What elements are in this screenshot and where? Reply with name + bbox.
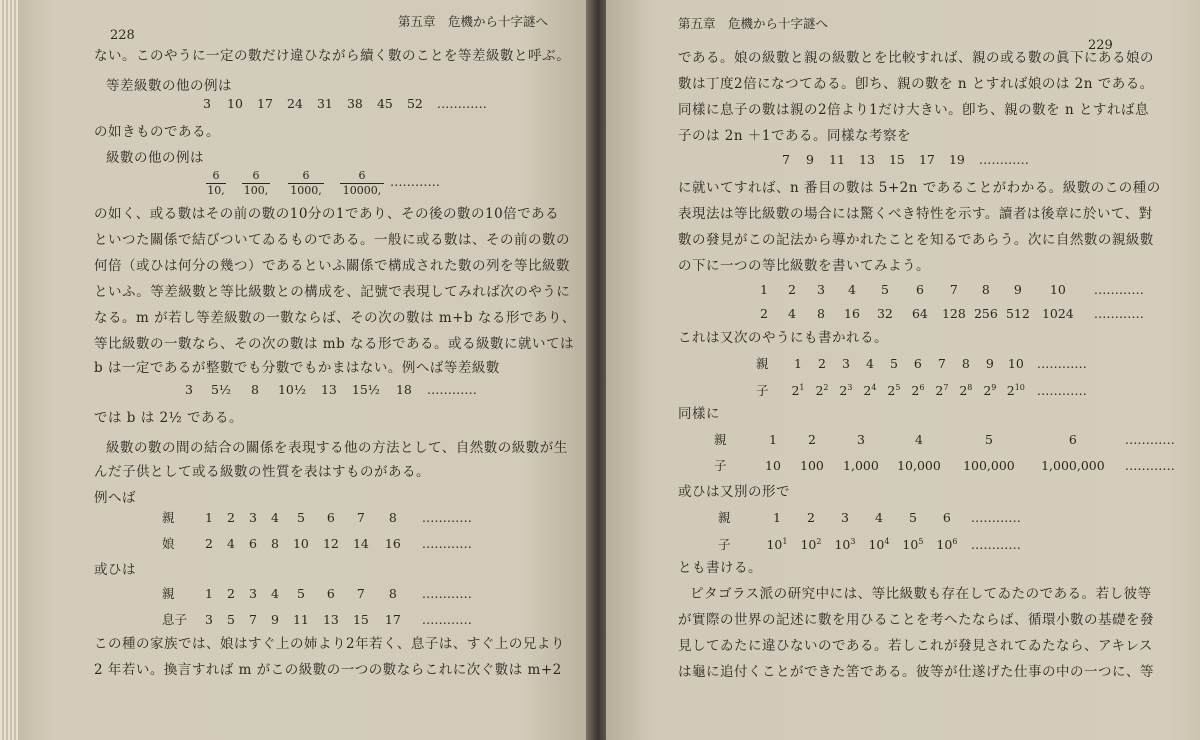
- series-number: 17: [257, 96, 273, 111]
- text-line: が實際の世界の記述に數を用ひることを考へたならば、循環小數の基礎を發: [678, 612, 1154, 628]
- text-line: b は一定であるが整數でも分數でもかまはない。例へば等差級數: [94, 360, 500, 376]
- text-line: 數は丁度2倍になつてゐる。卽ち、親の數を n とすれば娘のは 2n である。: [678, 76, 1154, 92]
- page-number: 229: [1088, 38, 1113, 53]
- text-line: なる。m が若し等差級數の一數ならば、その次の數は m+b なる形であり、: [94, 310, 576, 326]
- table-row: 親 1 2 3 4 5 6 7 8 …………: [162, 586, 472, 601]
- running-header: 第五章 危機から十字謎へ: [398, 14, 549, 29]
- series-number: 3: [203, 96, 211, 111]
- frac-example-row: [178, 382, 482, 398]
- ellipsis: …………: [436, 96, 487, 111]
- row-label: 親: [718, 510, 731, 525]
- text-line: ない。このやうに一定の數だけ違ひながら續く數のことを等差級數と呼ぶ。: [94, 48, 571, 64]
- text-line: 2 年若い。換言すれば m がこの級數の一つの數ならこれに次ぐ數は m+2: [94, 662, 562, 678]
- ellipsis: …………: [426, 382, 477, 397]
- text-line: んだ子供として或る級數の性質を表はすものがある。: [94, 464, 430, 480]
- text-line: に就いてすれば、n 番目の數は 5+2n であることがわかる。級數のこの種の: [678, 180, 1161, 196]
- fraction: 6 10,: [207, 169, 225, 197]
- text-line: 表現法は等比級數の場合には驚くべき特性を示す。讀者は後章に於いて、對: [678, 206, 1153, 222]
- text-line: では b は 2½ である。: [94, 410, 243, 426]
- text-line: 子のは 2n ＋1である。同樣な考察を: [678, 128, 911, 144]
- table-row: 娘 2 4 6 8 10 12 14 16 …………: [162, 536, 472, 551]
- series-number: 15½: [351, 382, 380, 397]
- text-line: 例へば: [94, 490, 136, 506]
- right-page: [606, 0, 1200, 740]
- table-row: 親 1 2 3 4 5 6 …………: [714, 432, 1175, 447]
- left-page: [18, 0, 590, 740]
- series-number: 45: [376, 96, 393, 111]
- series-number: 52: [406, 96, 423, 111]
- row-label: 息子: [162, 612, 188, 627]
- fraction: 6 100,: [243, 169, 269, 197]
- row-label: 娘: [162, 536, 175, 551]
- series-number: 24: [287, 96, 303, 111]
- arith-example-row: [196, 96, 492, 112]
- text-line: 等比級數の一數なら、その次の數は mb なる形である。或る級數に就いては: [94, 336, 575, 352]
- table-row: 子 10 100 1,000 10,000 100,000 1,000,000 …………: [714, 458, 1175, 473]
- table-row: 親 1 2 3 4 5 6 7 8 9 10 …………: [756, 356, 1087, 371]
- fraction: 6 1000,: [288, 170, 324, 197]
- table-row: 親 1 2 3 4 5 6 7 8 …………: [162, 510, 472, 525]
- series-number: 13: [320, 382, 337, 397]
- table-row: 息子 3 5 7 9 11 13 15 17 …………: [162, 612, 472, 627]
- text-line: といつた關係で結びついてゐるものである。一般に或る數は、その前の數の: [94, 232, 570, 248]
- row-label: 子: [714, 458, 727, 473]
- text-line: の如く、或る數はその前の數の10分の1であり、その後の數の10倍である: [94, 206, 560, 222]
- table-row: 親 1 2 3 4 5 6 …………: [718, 510, 1021, 525]
- page-edges: [0, 0, 18, 740]
- series-number: 38: [346, 96, 363, 111]
- text-line: 級數の數の間の結合の關係を表現する他の方法として、自然數の級數が生: [106, 440, 568, 456]
- text-line: とも書ける。: [678, 560, 762, 576]
- text-line: 何倍（或ひは何分の幾つ）であるといふ關係で構成された數の列を等比級數: [94, 258, 570, 274]
- power-table-top: 1 2 3 4 5 6 7 8 9 10 …………: [760, 282, 1144, 297]
- ellipsis: …………: [390, 174, 440, 189]
- odd-example-row: 7 9 11 13 15 17 19 …………: [782, 152, 1029, 167]
- text-line: は龜に追付くことができた筈である。彼等が仕遂げた仕事の中の一つに、等: [678, 664, 1154, 680]
- text-line: の如きものである。: [94, 124, 220, 140]
- text-line: 或ひは又別の形で: [678, 484, 790, 500]
- series-number: 3: [185, 382, 193, 397]
- text-line: 同樣に息子の數は親の2倍より1だけ大きい。卽ち、親の數を n とすれば息: [678, 102, 1149, 118]
- series-number: 5½: [210, 382, 232, 397]
- text-line: これは又次のやうにも書かれる。: [678, 330, 888, 346]
- row-label: 親: [756, 356, 769, 371]
- row-label: 親: [162, 586, 175, 601]
- row-label: 親: [162, 510, 175, 525]
- series-number: 10½: [277, 382, 306, 397]
- text-line: の下に一つの等比級數を書いてみよう。: [678, 258, 930, 274]
- series-number: 18: [395, 382, 412, 397]
- text-line: 數の發見がこの記法から導かれたことを知るであらう。次に自然數の親級數: [678, 232, 1154, 248]
- text-line: 級數の他の例は: [106, 150, 204, 166]
- row-label: 親: [714, 432, 727, 447]
- text-line: といふ。等差級數と等比級數との構成を、記號で表現してみれば次のやうに: [94, 284, 571, 300]
- text-line: この種の家族では、娘はすぐ上の姉より2年若く、息子は、すぐ上の兄より: [94, 636, 565, 652]
- text-line: 見してゐたに違ひないのである。若しこれが發見されてゐたなら、アキレス: [678, 638, 1153, 654]
- row-label: 子: [718, 537, 731, 553]
- fraction: 6 10000,: [340, 170, 384, 197]
- page-number: 228: [110, 28, 135, 43]
- power-table-bottom: 2 4 8 16 32 64 128 256 512 1024 …………: [760, 306, 1144, 321]
- series-number: 31: [316, 96, 333, 111]
- table-row: 子 $10^1$ $10^2$ $10^3$ $10^4$ $10^5$ $10^6$ …………: [718, 537, 1021, 553]
- series-number: 8: [250, 382, 259, 397]
- text-line: 同樣に: [678, 406, 720, 422]
- text-line: ピタゴラス派の研究中には、等比級數も存在してゐたのである。若し彼等: [690, 586, 1152, 602]
- series-number: 10: [227, 96, 243, 111]
- text-line: 或ひは: [94, 562, 136, 578]
- text-line: 等差級數の他の例は: [106, 78, 232, 94]
- text-line: である。娘の級數と親の級數とを比較すれば、親の或る數の眞下にある娘の: [678, 50, 1154, 66]
- table-row: 子 $2^1$ $2^2$ $2^3$ $2^4$ $2^5$ $2^6$ $2^7$ $2^8$ $2^9$ $2^{10}$ …………: [756, 383, 1087, 399]
- running-header: 第五章 危機から十字謎へ: [678, 16, 829, 31]
- row-label: 子: [756, 383, 769, 399]
